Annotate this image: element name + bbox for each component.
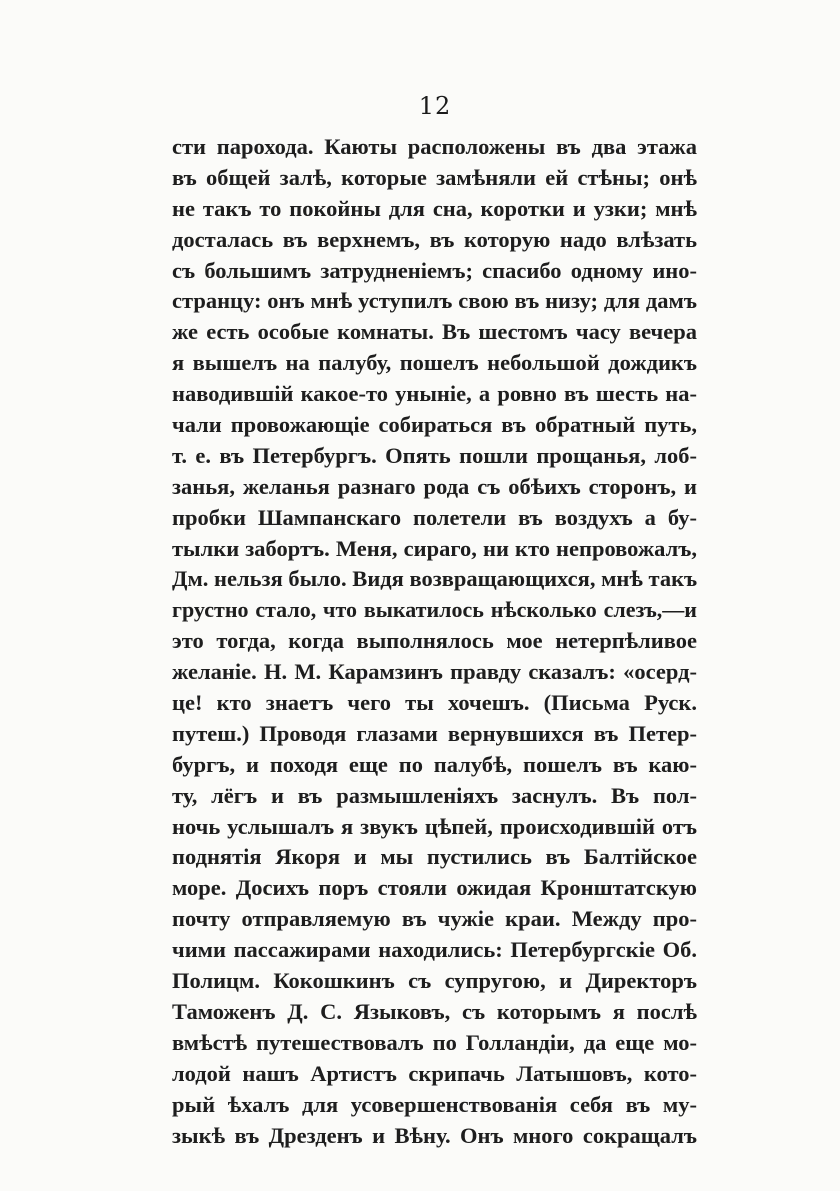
text-line: бургъ, и походя еще по палубѣ, пошелъ въ каю- <box>172 751 697 777</box>
text-line: Полицм. Кокошкинъ съ супругою, и Директоръ <box>172 968 697 994</box>
text-line: странцу: онъ мнѣ уступилъ свою въ низу; для дамъ <box>172 288 697 314</box>
text-line: ту, лёгъ и въ размышленіяхъ заснулъ. Въ пол- <box>172 782 697 808</box>
text-line: же есть особые комнаты. Въ шестомъ часу вечера <box>172 319 697 345</box>
text-line: зыкѣ въ Дрезденъ и Вѣну. Онъ много сокращалъ <box>172 1122 697 1148</box>
text-line: рый ѣхалъ для усовершенствованія себя въ му- <box>172 1091 697 1117</box>
body-text <box>172 132 697 1151</box>
text-line: грустно стало, что выкатилось нѣсколько слезъ,—и <box>172 597 697 623</box>
text-line: наводившій какое-то уныніе, а ровно въ шесть на- <box>172 381 697 407</box>
text-line: вмѣстѣ путешествовалъ по Голландіи, да еще мо- <box>172 1029 697 1055</box>
text-line: не такъ то покойны для сна, коротки и узки; мнѣ <box>172 195 697 221</box>
text-line: ночь услышалъ я звукъ цѣпей, происходившій отъ <box>172 813 697 839</box>
text-line: Дм. нельзя было. Видя возвращающихся, мнѣ такъ <box>172 566 697 592</box>
text-line: занья, желанья разнаго рода съ обѣихъ сторонъ, и <box>172 473 697 499</box>
text-line: досталась въ верхнемъ, въ которую надо влѣзать <box>172 226 697 252</box>
text-line: чали провожающіе собираться въ обратный путь, <box>172 412 697 438</box>
text-line: море. Досихъ поръ стояли ожидая Кронштатскую <box>172 875 697 901</box>
text-line: чими пассажирами находились: Петербургскіе Об. <box>172 937 697 963</box>
text-line: съ большимъ затрудненіемъ; спасибо одному ино- <box>172 257 697 283</box>
text-line: желаніе. Н. М. Карамзинъ правду сказалъ: «осерд- <box>172 659 697 685</box>
text-line: тылки забортъ. Меня, сираго, ни кто непровожалъ, <box>172 535 697 561</box>
text-line: це! кто знаетъ чего ты хочешъ. (Письма Руск. <box>172 690 697 716</box>
text-line: я вышелъ на палубу, пошелъ небольшой дождикъ <box>172 350 697 376</box>
text-line: пробки Шампанскаго полетели въ воздухъ а бу- <box>172 504 697 530</box>
text-line: это тогда, когда выполнялось мое нетерпѣливое <box>172 628 697 654</box>
text-line: путеш.) Проводя глазами вернувшихся въ Петер- <box>172 720 697 746</box>
text-line: т. е. въ Петербургъ. Опять пошли прощанья, лоб- <box>172 442 697 468</box>
text-line: почту отправляемую въ чужіе краи. Между про- <box>172 906 697 932</box>
text-line: въ общей залѣ, которые замѣняли ей стѣны; онѣ <box>172 164 697 190</box>
text-line: поднятія Якоря и мы пустились въ Балтійское <box>172 844 697 870</box>
page-number: 12 <box>418 92 452 120</box>
text-line: лодой нашъ Артистъ скрипачь Латышовъ, кото- <box>172 1060 697 1086</box>
text-line: сти парохода. Каюты расположены въ два этажа <box>172 134 697 159</box>
text-line: Таможенъ Д. С. Языковъ, съ которымъ я послѣ <box>172 998 697 1024</box>
